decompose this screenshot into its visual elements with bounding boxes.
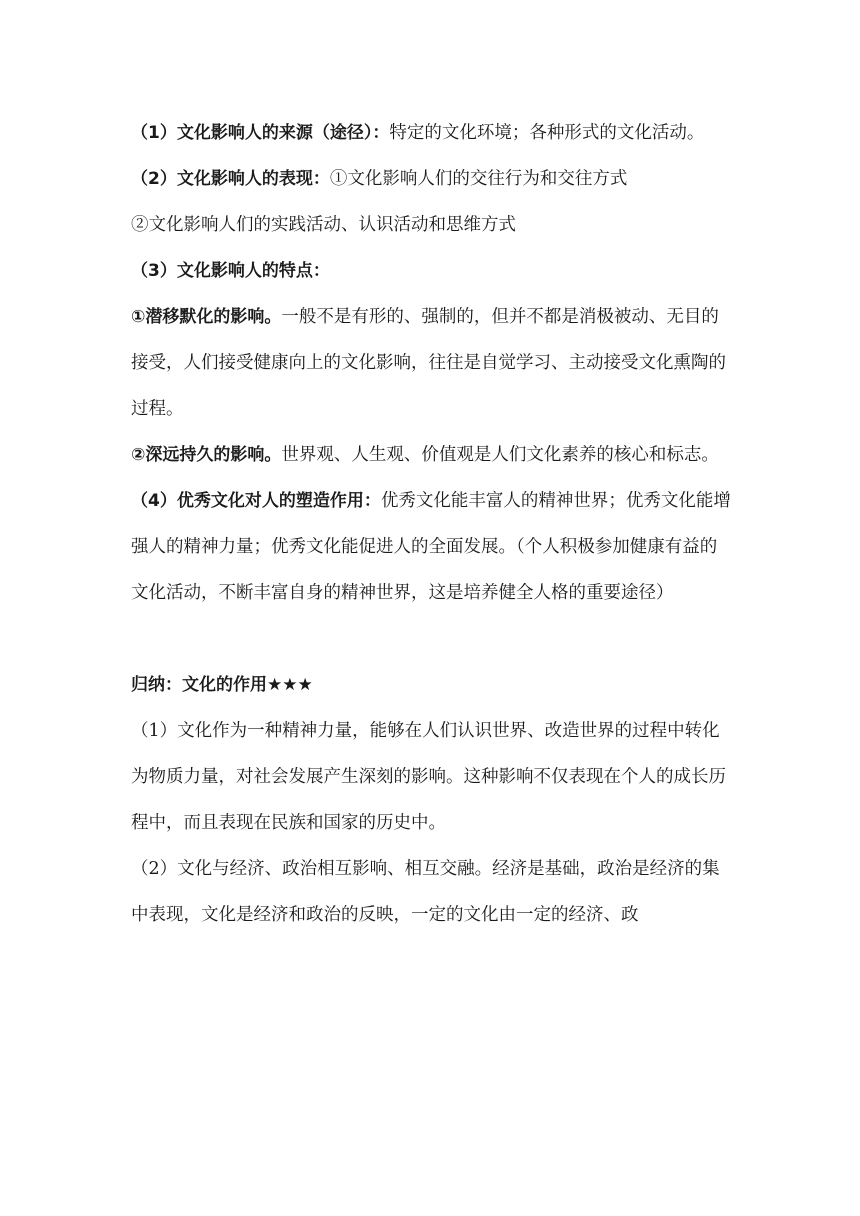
text-excellent-culture: 优秀文化能丰富人的精神世界；优秀文化能增强人的精神力量；优秀文化能促进人的全面发展。（个人积极参加健康有益的文化活动，不断丰富自身的精神世界，这是培养健全人格的重要途径） bbox=[131, 491, 731, 603]
paragraph-summary-2: （2）文化与经济、政治相互影响、相互交融。经济是基础，政治是经济的集中表现，文化是经济和政治的反映，一定的文化由一定的经济、政 bbox=[131, 859, 720, 925]
spacer bbox=[131, 616, 731, 662]
heading-excellent-culture: （4）优秀文化对人的塑造作用： bbox=[131, 491, 381, 511]
heading-manifestation: （2）文化影响人的表现： bbox=[131, 169, 330, 189]
paragraph-features bbox=[131, 248, 731, 294]
text-subtle-influence: 一般不是有形的、强制的，但并不都是消极被动、无目的接受，人们接受健康向上的文化影响，往往是自觉学习、主动接受文化熏陶的过程。 bbox=[131, 307, 726, 419]
paragraph-source bbox=[131, 110, 731, 156]
paragraph-excellent-culture bbox=[131, 478, 731, 616]
paragraph-subtle-influence bbox=[131, 294, 731, 432]
document-body bbox=[131, 110, 731, 938]
heading-features: （3）文化影响人的特点： bbox=[131, 261, 330, 281]
text-manifestation: ①文化影响人们的交往行为和交往方式 bbox=[329, 169, 628, 189]
heading-source: （1）文化影响人的来源（途径）： bbox=[131, 123, 390, 143]
heading-lasting-influence: ②深远持久的影响。 bbox=[131, 445, 282, 465]
heading-subtle-influence: ①潜移默化的影响。 bbox=[131, 307, 282, 327]
text-source: 特定的文化环境；各种形式的文化活动。 bbox=[389, 123, 705, 143]
paragraph-summary-heading bbox=[131, 662, 731, 708]
paragraph-lasting-influence bbox=[131, 432, 731, 478]
heading-summary: 归纳：文化的作用★★★ bbox=[131, 675, 313, 695]
paragraph-manifestation bbox=[131, 156, 731, 202]
paragraph-summary-1: （1）文化作为一种精神力量，能够在人们认识世界、改造世界的过程中转化为物质力量，对社会发展产生深刻的影响。这种影响不仅表现在个人的成长历程中，而且表现在民族和国家的历史中。 bbox=[131, 721, 726, 833]
text-lasting-influence: 世界观、人生观、价值观是人们文化素养的核心和标志。 bbox=[281, 445, 719, 465]
paragraph-manifestation-2: ②文化影响人们的实践活动、认识活动和思维方式 bbox=[131, 215, 516, 235]
